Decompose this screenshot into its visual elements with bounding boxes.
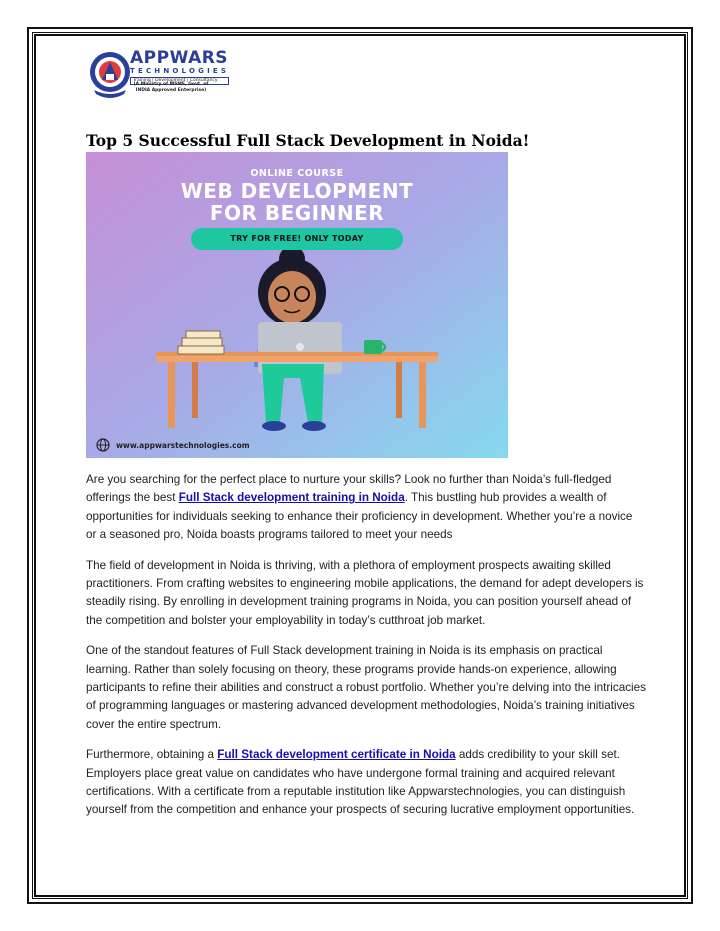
- hero-heading-line-2: FOR BEGINNER: [209, 201, 385, 225]
- paragraph-3: One of the standout features of Full Stack development training in Noida is its emphasis on practical learning. Rather than solely focusing on theory, these programs provide hands-on experience, allowing participants to refine their abilities and construct a robust portfolio. Whether you’re delving into the intricacies of programming languages or mastering advanced development methodologies, Noida’s training initiatives cover the entire spectrum.: [86, 644, 646, 731]
- hero-website-url: www.appwarstechnologies.com: [116, 441, 250, 450]
- hero-cta-button[interactable]: TRY FOR FREE! ONLY TODAY: [191, 228, 403, 250]
- hero-banner-image: [86, 152, 508, 458]
- logo-subname: TECHNOLOGIES: [130, 67, 230, 75]
- paragraph-1-text-start: Are you searching for the perfect place to nurture your skills? Look no further than Noida’s full-fledged offerings the best: [86, 473, 612, 505]
- paragraph-4-text-end: adds credibility to your skill set. Employers place great value on candidates who have undergone formal training and acquired relevant certifications. With a certificate from a reputable institution like Appwarstechnologies, you can distinguish yourself from the competition and enhance your prospects of securing lucrative employment opportunities.: [86, 748, 635, 817]
- article-title: Top 5 Successful Full Stack Development in Noida!: [86, 131, 530, 150]
- paragraph-2: The field of development in Noida is thriving, with a plethora of employment prospects awaiting skilled practitioners. From crafting websites to engineering mobile applications, the demand for adept developers is steadily rising. By enrolling in development training programs in Noida, you can position yourself ahead of the competition and bolster your employability in today’s cutthroat job market.: [86, 558, 644, 627]
- logo-text-block: [130, 50, 229, 85]
- paragraph-1-text-end: . This bustling hub provides a wealth of opportunities for individuals seeking to enhance their proficiency in development. Whether you’re a novice or a seasoned pro, Noida boasts programs tailored to meet your needs: [86, 491, 633, 541]
- logo-tagline: Training | Development | Consultancy: [130, 77, 229, 85]
- full-stack-certificate-link[interactable]: Full Stack development certificate in Noida: [217, 748, 456, 762]
- paragraph-4-text-start: Furthermore, obtaining a: [86, 748, 218, 762]
- hero-heading-line-1: WEB DEVELOPMENT: [180, 179, 414, 203]
- paragraph-1: [86, 471, 646, 544]
- paragraph-4: [86, 746, 646, 819]
- article-body: [86, 471, 646, 832]
- hero-kicker: ONLINE COURSE: [250, 168, 344, 179]
- globe-icon: [96, 438, 110, 452]
- full-stack-training-link[interactable]: Full Stack development training in Noida: [178, 491, 405, 505]
- hero-heading: [86, 180, 508, 224]
- logo-approval-note: (A Ministry of MSME, Govt. of INDIA Approved Enterprise): [133, 82, 209, 93]
- logo-name: APPWARS: [130, 48, 229, 68]
